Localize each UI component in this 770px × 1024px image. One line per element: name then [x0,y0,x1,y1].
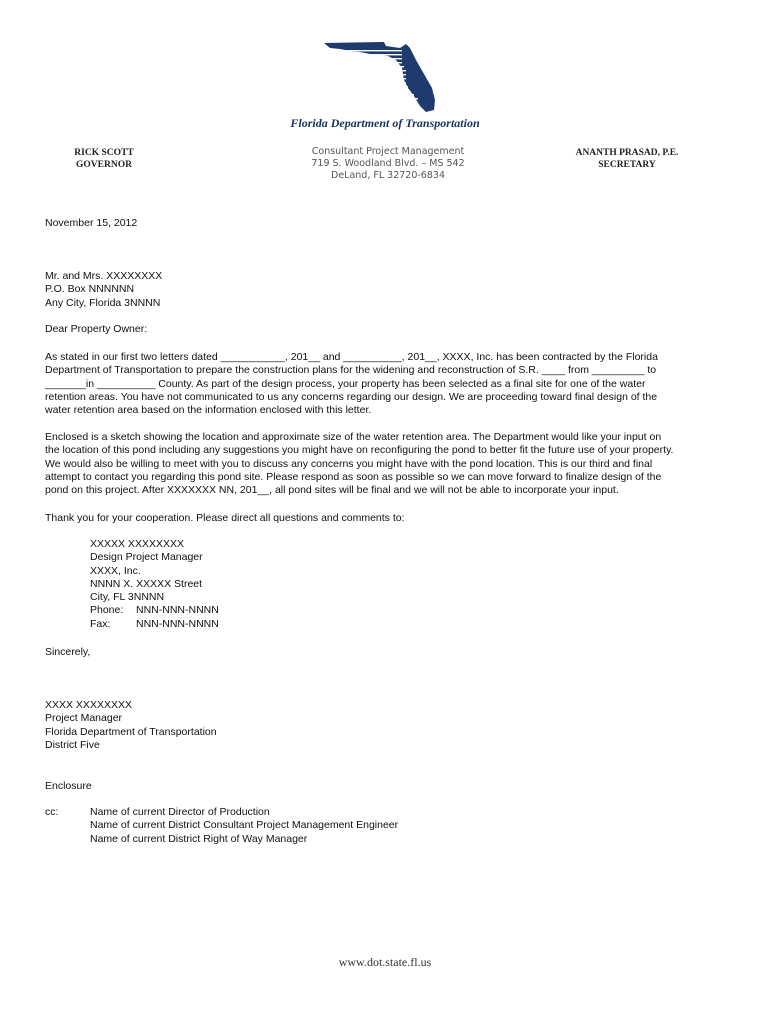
signature-title: Project Manager [45,712,123,725]
governor-name: RICK SCOTT [74,148,134,158]
department-title: Florida Department of Transportation [290,116,480,130]
signature-org: Florida Department of Transportation [45,725,217,738]
paragraph-line: _______in __________ County. As part of the design process, your property has been selected as a final site for one of the water [45,377,646,390]
contact-city: City, FL 3NNNN [90,591,165,604]
contact-company: XXXX, Inc. [90,564,141,577]
paragraph-line: Enclosed is a sketch showing the location and approximate size of the water retention area. The Department would like your input on [45,431,662,443]
contact-block [45,538,735,631]
cc-row [45,806,735,819]
signature-district: District Five [45,738,100,751]
recipient-address [45,270,735,310]
phone-value: NNN-NNN-NNNN [136,604,219,617]
paragraph-line: attempt to contact you regarding this pond site. Please respond as soon as possible so we can move forward to finalize design of the [45,470,662,483]
paragraph-line: water retention area based on the information enclosed with this letter. [45,404,372,417]
governor-title: GOVERNOR [76,160,132,170]
cc-label: cc: [45,806,59,818]
contact-fax [45,618,735,631]
office-address-block [270,146,506,182]
paragraph-2 [45,431,735,497]
salutation: Dear Property Owner: [45,323,148,335]
florida-state-logo [322,40,438,114]
cc-item: Name of current District Right of Way Manager [90,832,308,845]
enclosure-note: Enclosure [45,780,92,792]
secretary-title: SECRETARY [598,160,656,170]
secretary-block [553,147,701,171]
paragraph-line: We would also be willing to meet with you to discuss any concerns you might have with the pond location. This is our third and final [45,457,653,470]
signature-name: XXXX XXXXXXXX [45,699,132,711]
paragraph-line: retention areas. You have not communicated to us any concerns regarding our design. We are proceeding toward final design of the [45,390,658,403]
address-line: Any City, Florida 3NNNN [45,296,161,309]
fax-value: NNN-NNN-NNNN [136,617,219,630]
paragraph-line: the location of this pond including any suggestions you might have on reconfiguring the pond to better fit the future use of your property. [45,444,674,457]
secretary-name: ANANTH PRASAD, P.E. [575,148,679,158]
cc-item: Name of current District Consultant Project Management Engineer [90,819,399,832]
phone-label: Phone: [90,604,124,617]
fax-label: Fax: [90,617,111,630]
paragraph-line: Department of Transportation to prepare the construction plans for the widening and reconstruction of S.R. ____ from _________ to [45,364,657,377]
contact-name: XXXXX XXXXXXXX [90,538,184,550]
office-name: Consultant Project Management [311,146,465,157]
contact-phone [45,604,735,617]
office-street: 719 S. Woodland Blvd. – MS 542 [311,158,465,169]
cc-block [45,806,735,846]
paragraph-line: As stated in our first two letters dated ___________, 201__ and __________, 201__, XXXX, Inc. has been contracted by the Florida [45,351,658,363]
address-line: P.O. Box NNNNNN [45,283,135,296]
signature-block [45,699,735,752]
paragraph-line: pond on this project. After XXXXXXX NN, 201__, all pond sites will be final and we will not be able to incorporate your input. [45,484,619,497]
footer-url: www.dot.state.fl.us [338,955,432,969]
governor-block [50,147,158,171]
letter-date: November 15, 2012 [45,217,138,229]
office-city: DeLand, FL 32720-6834 [331,170,445,181]
cc-item: Name of current Director of Production [90,806,270,818]
address-line: Mr. and Mrs. XXXXXXXX [45,270,163,282]
paragraph-3: Thank you for your cooperation. Please direct all questions and comments to: [45,512,405,524]
paragraph-1 [45,351,735,417]
contact-title: Design Project Manager [90,551,203,564]
closing: Sincerely, [45,646,91,658]
contact-street: NNNN X. XXXXX Street [90,577,203,590]
